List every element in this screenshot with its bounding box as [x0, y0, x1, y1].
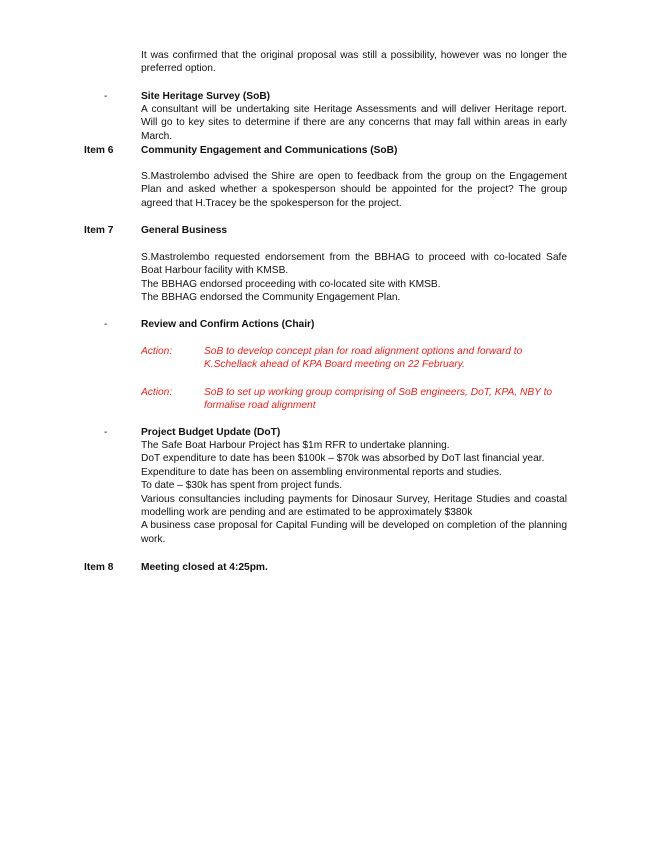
action-text: SoB to set up working group comprising of SoB engineers, DoT, KPA, NBY to formalise road alignment [204, 387, 553, 412]
budget-line: Expenditure to date has been on assembling environmental reports and studies. [141, 466, 502, 478]
item-8-label: Item 8 [84, 562, 114, 573]
budget-heading: Project Budget Update (DoT) [141, 427, 281, 438]
budget-line: The Safe Boat Harbour Project has $1m RFR to undertake planning. [141, 440, 450, 451]
item-6-label: Item 6 [84, 145, 114, 156]
bullet-dash: - [104, 91, 108, 102]
budget-line: DoT expenditure to date has been $100k – $70k was absorbed by DoT last financial year. [141, 453, 545, 465]
intro-paragraph: It was confirmed that the original proposal was still a possibility, however was no longer the preferred option. [141, 50, 567, 75]
budget-paragraph [141, 439, 567, 546]
budget-line: A business case proposal for Capital Funding will be developed on completion of the planning work. [141, 520, 567, 545]
action-label: Action: [141, 387, 173, 398]
item-7-line: S.Mastrolembo requested endorsement from the BBHAG to proceed with co-located Safe Boat Harbour facility with KMSB. [141, 252, 567, 277]
item-7-heading: General Business [141, 225, 228, 236]
item-6-paragraph: S.Mastrolembo advised the Shire are open to feedback from the group on the Engagement Plan and asked whether a spokesperson should be appointed for the project? The group agreed that H.Tracey be the spokesperson for the project. [141, 171, 567, 209]
bullet-dash: - [104, 319, 108, 330]
item-7-line: The BBHAG endorsed proceeding with co-located site with KMSB. [141, 278, 441, 290]
item-6-heading: Community Engagement and Communications (SoB) [141, 145, 398, 156]
item-8-heading: Meeting closed at 4:25pm. [141, 562, 268, 573]
budget-line: Various consultancies including payments for Dinosaur Survey, Heritage Studies and coastal modelling work are pending and are estimated to be approximately $380k [141, 493, 567, 519]
action-text: SoB to develop concept plan for road alignment options and forward to K.Schellack ahead of KPA Board meeting on 22 February. [204, 346, 523, 371]
budget-line: To date – $30k has spent from project funds. [141, 480, 343, 492]
bullet-dash: - [104, 427, 108, 438]
item-7-paragraph [141, 251, 567, 305]
item-7-line: The BBHAG endorsed the Community Engagement Plan. [141, 292, 401, 304]
action-label: Action: [141, 346, 173, 357]
review-heading: Review and Confirm Actions (Chair) [141, 319, 315, 330]
heritage-heading: Site Heritage Survey (SoB) [141, 91, 271, 102]
item-7-label: Item 7 [84, 225, 114, 236]
heritage-paragraph: A consultant will be undertaking site Heritage Assessments and will deliver Heritage report. Will go to key sites to determine if there are any concerns that may fall within areas in early March. [141, 104, 567, 142]
